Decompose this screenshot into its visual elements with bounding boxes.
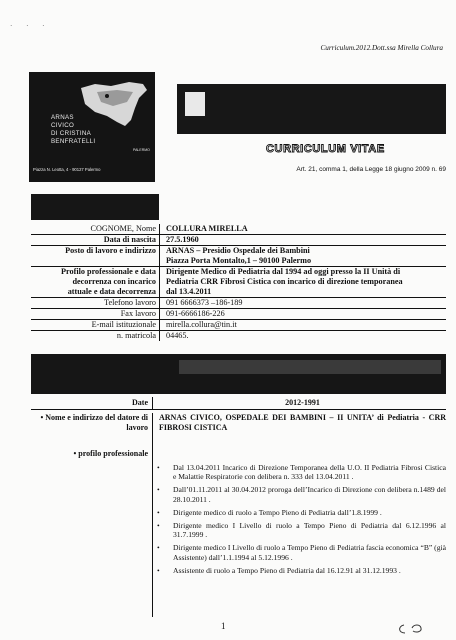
table-row: Posto di lavoro e indirizzo ARNAS – Presidio Ospedale dei Bambini [31,246,446,257]
section-bar-experience [31,354,446,394]
table-row: Fax lavoro 091-6666186-226 [31,309,446,320]
scan-specks: · · · [10,22,51,30]
table-row: attuale e data decorrenza dal 13.4.2011 [31,287,446,298]
hospital-logo [29,72,155,182]
table-row: Profilo professionale e data Dirigente Medico di Pediatria dal 1994 ad oggi presso la II Unità di [31,267,446,278]
employer-row [31,410,446,447]
section-bar-personal [31,194,159,220]
table-row: E-mail istituzionale mirella.collura@tin.it [31,320,446,331]
section-bar-strip [179,360,441,374]
table-row: n. matricola 04465. [31,331,446,342]
title-banner [177,84,446,134]
profile-value [153,447,446,617]
sicily-map-icon [185,92,205,116]
profile-label: • profilo professionale [31,447,153,617]
duties-list [159,447,446,575]
logo-text: ARNAS CIVICO DI CRISTINA BENFRATELLI [51,114,96,145]
page-number: 1 [221,621,226,631]
table-row: COGNOME, Nome COLLURA MIRELLA [31,224,446,235]
list-item: • Dirigente medico I Livello di ruolo a Tempo Pieno di Pediatria fascia economica “B” (già Assistente) dall’1.1.1994 al 5.12.1996 . [159,543,446,561]
table-row: Telefono lavoro 091 6666373 –186-189 [31,298,446,309]
list-item: • Dall’01.11.2011 al 30.04.2012 proroga dell’Incarico di Direzione con delibera n.1489 del 28.10.2011 . [159,485,446,503]
employer-value: ARNAS CIVICO, OSPEDALE DEI BAMBINI – II UNITA’ di Pediatria - CRR FIBROSI CISTICA [159,413,446,432]
date-value: 2012-1991 [285,398,320,407]
table-row: decorrenza con incarico Pediatria CRR Fibrosi Cistica con incarico di direzione temporanea [31,277,446,287]
personal-info-table [31,224,446,341]
table-row: Piazza Porta Montalto,1 – 90100 Palermo [31,256,446,267]
work-experience-section [31,397,446,617]
list-item: • Dirigente medico I Livello di ruolo a Tempo Pieno di Pediatria dal 6.12.1996 al 31.7.1999 . [159,521,446,539]
date-row [31,397,446,410]
profile-row [31,447,446,617]
table-row: Data di nascita 27.5.1960 [31,235,446,246]
cv-title: CURRICULUM VITAE [266,143,385,155]
handwritten-mark [396,622,436,636]
list-item: • Assistente di ruolo a Tempo Pieno di Pediatria dal 16.12.91 al 31.12.1993 . [159,566,446,575]
law-reference: Art. 21, comma 1, della Legge 18 giugno 2009 n. 69 [296,166,446,173]
document-header: Curriculum.2012.Dott.ssa Mirella Collura [320,44,443,52]
date-label: Date [31,397,153,409]
employer-label: • Nome e indirizzo del datore di lavoro [31,413,153,447]
logo-city: PALERMO [133,148,150,152]
logo-address: Piazza N. Leotta, 4 - 90127 Palermo [33,167,101,172]
list-item: • Dal 13.04.2011 Incarico di Direzione Temporanea della U.O. II Pediatria Fibrosi Cistica e Malattie Respiratorie con delibera n. 333 del 13.04.2011 . [159,463,446,481]
list-item: • Dirigente medico di ruolo a Tempo Pieno di Pediatria dall’1.8.1999 . [159,508,446,517]
